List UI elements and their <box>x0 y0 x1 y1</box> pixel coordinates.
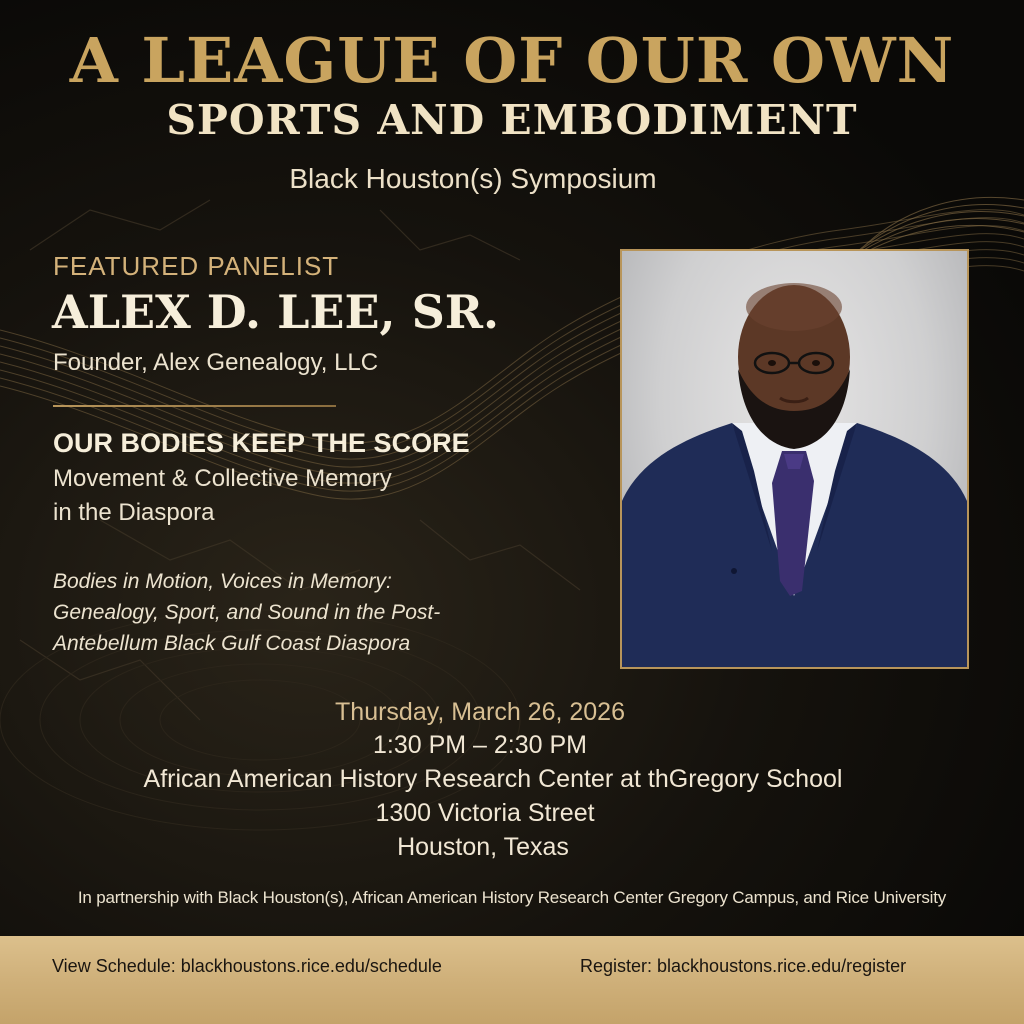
section-divider <box>53 405 336 407</box>
portrait-illustration <box>622 251 967 667</box>
paper-title-line: Genealogy, Sport, and Sound in the Post- <box>53 601 441 624</box>
paper-title <box>53 566 613 659</box>
event-venue: African American History Research Center at thGregory School <box>143 765 843 793</box>
event-subtitle: SPORTS AND EMBODIMENT <box>166 96 858 144</box>
event-title: A LEAGUE OF OUR OWN <box>69 24 955 97</box>
footer-bar <box>0 936 1024 1024</box>
register-link[interactable]: Register: blackhoustons.rice.edu/register <box>580 956 907 976</box>
talk-title: OUR BODIES KEEP THE SCORE <box>53 428 470 458</box>
panelist-name: ALEX D. LEE, SR. <box>52 285 500 339</box>
event-city: Houston, Texas <box>397 833 569 861</box>
paper-title-line: Antebellum Black Gulf Coast Diaspora <box>53 632 411 655</box>
panelist-role: Founder, Alex Genealogy, LLC <box>53 349 379 376</box>
panelist-photo <box>620 249 969 669</box>
event-date: Thursday, March 26, 2026 <box>335 698 625 726</box>
schedule-link[interactable]: View Schedule: blackhoustons.rice.edu/schedule <box>52 956 442 976</box>
event-time: 1:30 PM – 2:30 PM <box>372 731 587 759</box>
talk-subtitle-line: Movement & Collective Memory <box>53 465 392 492</box>
partnership-note: In partnership with Black Houston(s), African American History Research Center Gregory Campus, and Rice University <box>77 888 947 907</box>
event-street-address: 1300 Victoria Street <box>375 799 595 827</box>
symposium-name: Black Houston(s) Symposium <box>289 163 657 194</box>
paper-title-line: Bodies in Motion, Voices in Memory: <box>53 570 392 593</box>
talk-subtitle <box>53 462 523 530</box>
talk-subtitle-line: in the Diaspora <box>53 499 215 526</box>
featured-panelist-label: FEATURED PANELIST <box>53 251 340 281</box>
